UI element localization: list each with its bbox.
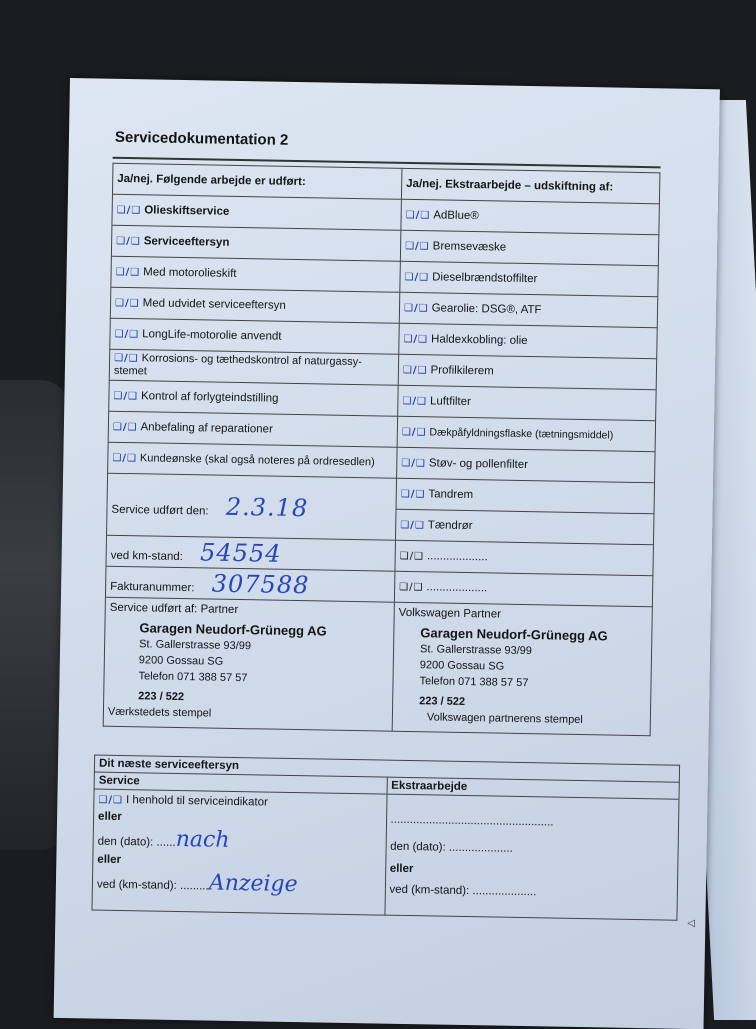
checkbox-icon: ❑/❑ [116,235,141,248]
checkbox-icon: ❑/❑ [403,302,429,315]
checkbox-icon: ❑/❑ [115,266,141,279]
workshop-stamp: Garagen Neudorf-Grünegg AG St. Gallerstrasse 93/99 9200 Gossau SG Telefon 071 388 57 57 223 / 522 [138,620,327,704]
next-date-handwritten: nach [175,826,230,853]
extra-date-label: den (dato): .................... [390,840,513,855]
partner-stamp-header: Volkswagen Partner [398,606,502,621]
right-item: ❑/❑ Dieselbrændstoffilter [400,261,659,296]
next-extra-body [384,794,679,920]
right-item: ❑/❑ ................... [394,571,653,606]
service-date-cell [107,473,397,540]
left-item: ❑/❑ Olieskiftservice [112,194,401,230]
extra-dotted-line: ................................................... [390,813,554,829]
right-item: ❑/❑ Tandrem [396,478,655,513]
checkbox-icon: ❑/❑ [113,390,139,403]
checkbox-icon: ❑/❑ [112,452,138,464]
service-date-handwritten: 2.3.18 [225,492,309,522]
next-km-handwritten: Anzeige [208,870,298,898]
right-item: ❑/❑ ................... [395,540,654,575]
left-item: ❑/❑ Med motorolieskift [111,256,400,292]
checkbox-icon: ❑/❑ [116,204,142,217]
workshop-stamp-cell [103,597,394,731]
next-service-header: Service [94,772,387,794]
checkbox-icon: ❑/❑ [399,581,424,594]
invoice-cell [105,566,394,602]
service-booklet-page [54,78,720,1029]
indicator-label: I henhold til serviceindikator [125,794,269,809]
right-item: ❑/❑ Dækpåfyldningsflaske (tætningsmiddel) [397,416,656,451]
right-item: ❑/❑ Gearolie: DSG®, ATF [399,292,658,327]
right-item: ❑/❑ Bremsevæske [400,230,659,265]
or-label: eller [97,853,122,867]
checkbox-icon: ❑/❑ [98,794,124,807]
service-date-label: Service udført den: [111,503,209,517]
left-item: ❑/❑ Kontrol af forlygteindstilling [109,380,398,416]
left-item: ❑/❑ Serviceeftersyn [111,225,400,261]
checkbox-icon: ❑/❑ [400,519,425,532]
checkbox-icon: ❑/❑ [114,297,140,310]
checkbox-icon: ❑/❑ [114,352,139,365]
next-service-body [92,789,387,915]
left-item: ❑/❑ Anbefaling af reparationer [108,411,397,447]
next-date-label: den (dato): ...... [97,835,176,849]
partner-stamp-cell [392,602,652,735]
workshop-stamp-caption: Værkstedets stempel [107,705,212,720]
checkbox-icon: ❑/❑ [399,550,425,563]
partner-stamp: Garagen Neudorf-Grünegg AG St. Gallerstrasse 93/99 9200 Gossau SG Telefon 071 388 57 57 223 / 522 [419,625,608,708]
right-item: ❑/❑ Profilkilerem [398,354,657,389]
left-item: ❑/❑ LongLife-motorolie anvendt [110,318,399,354]
extra-km-label: ved (km-stand): .................... [389,883,537,899]
checkbox-icon: ❑/❑ [112,421,138,434]
checkbox-icon: ❑/❑ [405,240,430,253]
right-header: Ja/nej. Ekstraarbejde – udskiftning af: [401,168,660,203]
partner-stamp-caption: Volkswagen partnerens stempel [426,711,583,727]
next-km-label: ved (km-stand): ......... [96,878,209,893]
or-label: eller [98,810,122,824]
checkbox-icon: ❑/❑ [401,457,427,470]
left-item: ❑/❑ Kundeønske (skal også noteres på ordresedlen) [108,442,397,478]
right-item: ❑/❑ Luftfilter [398,385,657,420]
km-label: ved km-stand: [110,549,183,564]
right-item: ❑/❑ Støv- og pollenfilter [397,447,656,482]
km-handwritten: 54554 [199,538,282,568]
left-header: Ja/nej. Følgende arbejde er udført: [112,163,401,199]
extra-or-label: eller [389,862,414,876]
checkbox-icon: ❑/❑ [402,364,428,377]
checkbox-icon: ❑/❑ [404,271,430,284]
checkbox-icon: ❑/❑ [403,333,429,346]
workshop-stamp-header: Service udført af: Partner [109,601,239,617]
invoice-handwritten: 307588 [211,569,310,600]
right-item: ❑/❑ Tændrør [395,509,654,544]
checkbox-icon: ❑/❑ [402,395,428,408]
page-title: Servicedokumentation 2 [114,128,289,149]
checkbox-icon: ❑/❑ [114,328,140,341]
km-cell [106,535,395,571]
next-extra-header: Ekstraarbejde [387,777,680,799]
invoice-label: Fakturanummer: [110,580,195,595]
service-table [103,163,661,736]
checkbox-icon: ❑/❑ [400,488,426,501]
triangle-marker-icon: ◁ [687,917,696,930]
next-service-table [91,755,680,921]
right-item: ❑/❑ AdBlue® [401,199,660,234]
checkbox-icon: ❑/❑ [405,209,431,222]
next-service-title: Dit næste serviceeftersyn [94,755,679,782]
left-item: ❑/❑ Med udvidet serviceeftersyn [110,287,399,323]
right-item: ❑/❑ Haldexkobling: olie [399,323,658,358]
left-item: ❑/❑ Korrosions- og tæthedskontrol af naturgassy-stemet [109,349,398,385]
checkbox-icon: ❑/❑ [401,426,427,439]
